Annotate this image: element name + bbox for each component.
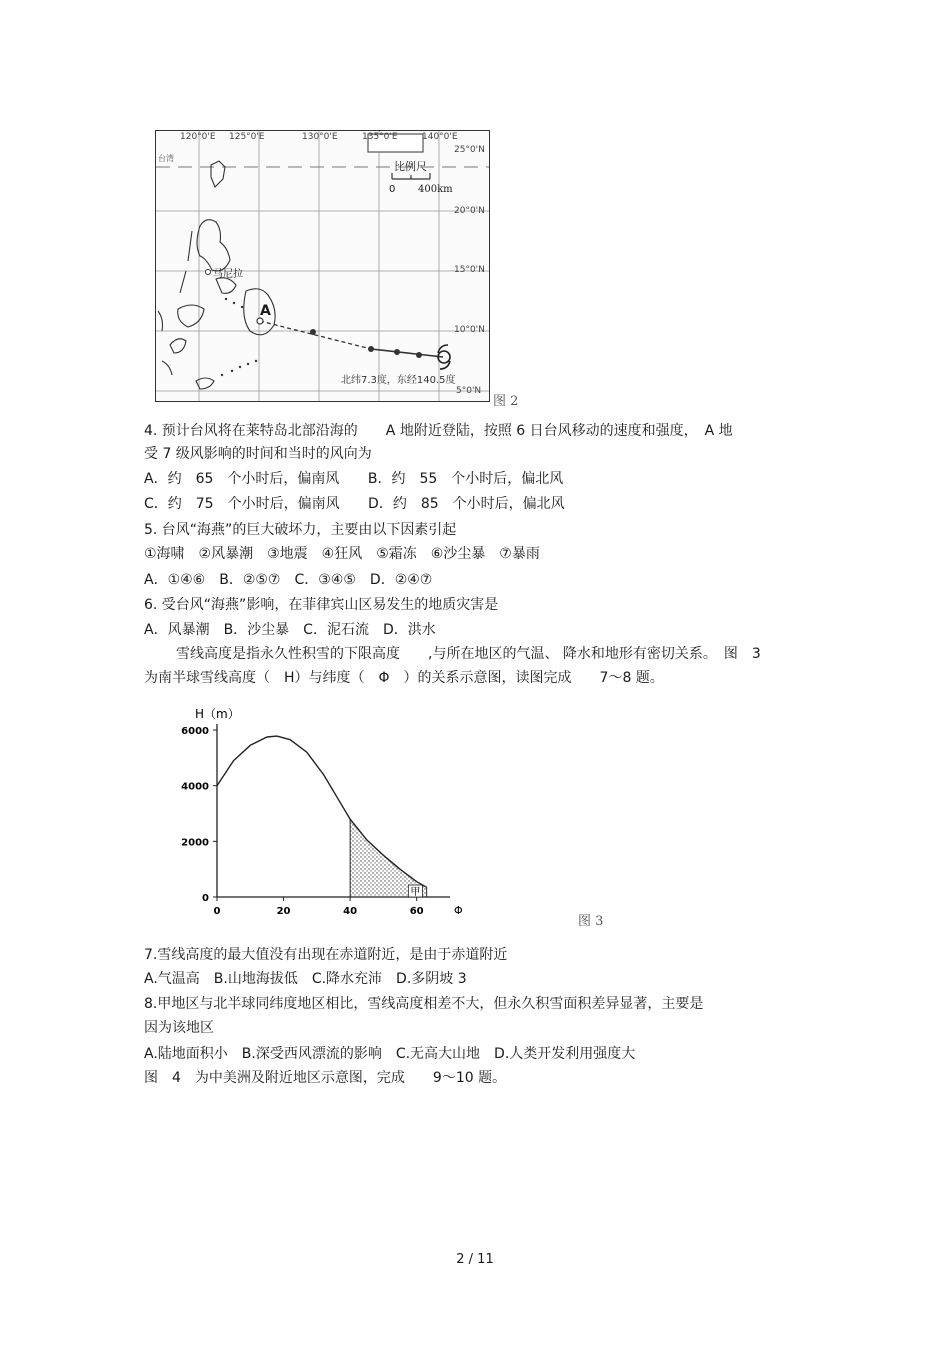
figure3-caption: 图 3 bbox=[578, 914, 604, 929]
figure2-caption: 图 2 bbox=[493, 394, 519, 409]
snowline-chart-svg bbox=[180, 700, 480, 925]
q6-stem: 6. 受台风“海燕”影响，在菲律宾山区易发生的地质灾害是 bbox=[144, 597, 499, 613]
scale-title: 比例尺 bbox=[394, 160, 427, 173]
lat-label-5: 5°0'N bbox=[456, 386, 482, 396]
q8-stem-line2: 因为该地区 bbox=[144, 1020, 214, 1036]
q5-options: A．①④⑥ B．②⑤⑦ C．③④⑤ D．②④⑦ bbox=[144, 572, 433, 588]
scale-value: 400km bbox=[418, 184, 453, 195]
q4-option-b: B．约 55 个小时后，偏北风 bbox=[367, 471, 564, 487]
lat-label-10: 10°0'N bbox=[454, 325, 485, 335]
q4-options-row2 bbox=[144, 495, 565, 513]
lat-label-25: 25°0'N bbox=[454, 145, 485, 155]
intro-9-10: 图 4 为中美洲及附近地区示意图，完成 9～10 题。 bbox=[144, 1070, 507, 1086]
q7-options: A.气温高 B.山地海拔低 C.降水充沛 D.多阴坡 3 bbox=[144, 971, 467, 987]
snowline-chart bbox=[180, 700, 480, 925]
intro-7-8-line1: 雪线高度是指永久性积雪的下限高度 ,与所在地区的气温、 降水和地形有密切关系。 图 3 bbox=[176, 646, 761, 662]
q8-stem-line1: 8.甲地区与北半球同纬度地区相比，雪线高度相差不大，但永久积雪面积差异显著，主要是 bbox=[144, 996, 704, 1012]
lon-label-140: 140°0'E bbox=[422, 132, 458, 142]
q6-options: A．风暴潮 B．沙尘暴 C．泥石流 D．洪水 bbox=[144, 622, 436, 638]
typhoon-position-label: 北纬7.3度，东经140.5度 bbox=[341, 375, 456, 386]
y-axis-label: H（m） bbox=[195, 707, 240, 721]
snowline-curve bbox=[217, 736, 427, 887]
x-axis-label: Φ bbox=[454, 904, 463, 917]
q4-option-c: C．约 75 个小时后，偏南风 bbox=[144, 496, 340, 512]
q4-options-row1 bbox=[144, 470, 563, 488]
corner-label: 台湾 bbox=[158, 154, 174, 163]
typhoon-track-map bbox=[155, 130, 490, 402]
city-label-manila: 马尼拉 bbox=[213, 269, 243, 280]
y-tick-label: 6000 bbox=[181, 726, 209, 737]
y-tick-label: 2000 bbox=[181, 837, 209, 849]
q5-stem: 5. 台风“海燕”的巨大破坏力，主要由以下因素引起 bbox=[144, 522, 457, 538]
x-tick-label: 20 bbox=[276, 906, 291, 917]
q4-option-a: A．约 65 个小时后，偏南风 bbox=[144, 471, 340, 487]
y-tick-label: 0 bbox=[202, 893, 209, 904]
q8-options: A.陆地面积小 B.深受西风漂流的影响 C.无高大山地 D.人类开发利用强度大 bbox=[144, 1046, 636, 1062]
x-tick-label: 60 bbox=[409, 906, 424, 917]
y-tick-label: 4000 bbox=[181, 781, 209, 793]
intro-7-8-line2: 为南半球雪线高度（ H）与纬度（ Φ ）的关系示意图，读图完成 7～8 题。 bbox=[144, 670, 664, 686]
manila-marker bbox=[206, 270, 211, 275]
q4-stem-line2: 受 7 级风影响的时间和当时的风向为 bbox=[144, 446, 372, 462]
lat-label-15: 15°0'N bbox=[454, 265, 485, 275]
lon-label-125: 125°0'E bbox=[229, 132, 265, 142]
q4-stem-line1: 4. 预计台风将在莱特岛北部沿海的 A 地附近登陆，按照 6 日台风移动的速度和强度， A 地 bbox=[144, 423, 733, 439]
page-number: 2 / 11 bbox=[456, 1252, 494, 1267]
q7-stem: 7.雪线高度的最大值没有出现在赤道附近，是由于赤道附近 bbox=[144, 947, 508, 963]
lon-label-120: 120°0'E bbox=[180, 132, 216, 142]
lat-label-20: 20°0'N bbox=[454, 206, 485, 216]
q4-option-d: D．约 85 个小时后，偏北风 bbox=[368, 496, 565, 512]
q5-items: ①海啸 ②风暴潮 ③地震 ④狂风 ⑤霜冻 ⑥沙尘暴 ⑦暴雨 bbox=[144, 546, 540, 562]
x-tick-label: 40 bbox=[343, 906, 358, 917]
point-a-label: A bbox=[260, 303, 271, 319]
scale-zero: 0 bbox=[389, 184, 396, 195]
lon-label-135: 135°0'E bbox=[362, 132, 398, 142]
lon-label-130: 130°0'E bbox=[302, 132, 338, 142]
x-tick-label: 0 bbox=[213, 906, 221, 917]
region-label: 甲 bbox=[410, 887, 421, 898]
map-drawing bbox=[156, 131, 489, 401]
